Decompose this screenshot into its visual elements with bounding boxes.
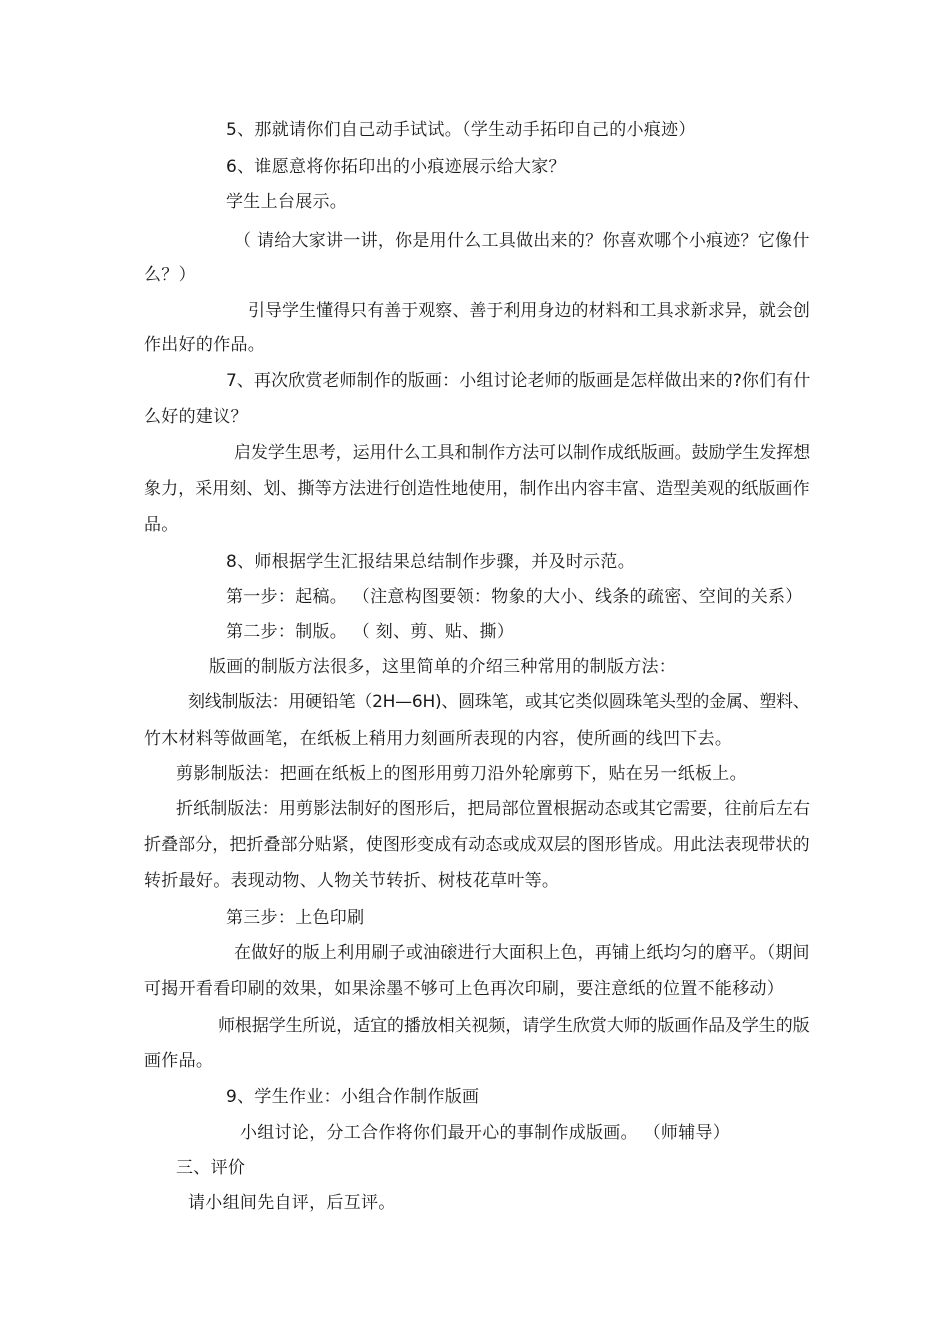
guide-line-2: 作出好的作品。 [144,335,266,355]
student-show-line: 学生上台展示。 [226,192,348,212]
step-5-line: 5、那就请你们自己动手试试。（学生动手拓印自己的小痕迹） [226,120,696,140]
video-line-2: 画作品。 [144,1051,214,1071]
print-line-1: 在做好的版上利用刷子或油磙进行大面积上色，再铺上纸均匀的磨平。（期间 [234,943,810,963]
carve-method-line-1: 刻线制版法：用硬铅笔（2H—6H)、圆珠笔，或其它类似圆珠笔头型的金属、塑料、 [188,692,810,712]
first-step-line: 第一步：起稿。 （注意构图要领：物象的大小、线条的疏密、空间的关系） [226,587,803,607]
second-step-line: 第二步：制版。 （ 刻、剪、贴、撕） [226,622,515,642]
inspire-line-3: 品。 [144,515,179,535]
step-6-line: 6、谁愿意将你拓印出的小痕迹展示给大家？ [226,157,566,177]
step-7-line-1: 7、再次欣赏老师制作的版画：小组讨论老师的版画是怎样做出来的?你们有什 [226,371,811,391]
step-7-line-2: 么好的建议？ [144,407,248,427]
inspire-line-2: 象力，采用刻、划、撕等方法进行创造性地使用，制作出内容丰富、造型美观的纸版画作 [144,479,810,499]
carve-method-line-2: 竹木材料等做画笔，在纸板上稍用力刻画所表现的内容，使所画的线凹下去。 [144,729,733,749]
evaluation-line: 请小组间先自评，后互评。 [188,1193,396,1213]
guide-line-1: 引导学生懂得只有善于观察、善于利用身边的材料和工具求新求异，就会创 [248,301,810,321]
section-evaluation-heading: 三、评价 [176,1158,246,1178]
prompt-line-2: 么？） [144,265,196,285]
third-step-line: 第三步：上色印刷 [226,908,365,928]
print-line-2: 可揭开看看印刷的效果，如果涂墨不够可上色再次印刷，要注意纸的位置不能移动） [144,979,785,999]
group-work-line: 小组讨论，分工合作将你们最开心的事制作成版画。 （师辅导） [240,1123,731,1143]
fold-method-line-2: 折叠部分，把折叠部分贴紧，使图形变成有动态或成双层的图形皆成。用此法表现带状的 [144,835,810,855]
methods-intro-line: 版画的制版方法很多，这里简单的介绍三种常用的制版方法： [209,657,677,677]
inspire-line-1: 启发学生思考，运用什么工具和制作方法可以制作成纸版画。鼓励学生发挥想 [234,443,811,463]
step-8-line: 8、师根据学生汇报结果总结制作步骤，并及时示范。 [226,552,636,572]
fold-method-line-1: 折纸制版法：用剪影法制好的图形后，把局部位置根据动态或其它需要，往前后左右 [176,799,811,819]
prompt-line-1: （ 请给大家讲一讲，你是用什么工具做出来的？你喜欢哪个小痕迹？它像什 [234,231,810,251]
video-line-1: 师根据学生所说，适宜的播放相关视频，请学生欣赏大师的版画作品及学生的版 [218,1016,810,1036]
step-9-line: 9、学生作业：小组合作制作版画 [226,1087,480,1107]
fold-method-line-3: 转折最好。表现动物、人物关节转折、树枝花草叶等。 [144,871,560,891]
cutout-method-line: 剪影制版法：把画在纸板上的图形用剪刀沿外轮廓剪下，贴在另一纸板上。 [176,764,747,784]
